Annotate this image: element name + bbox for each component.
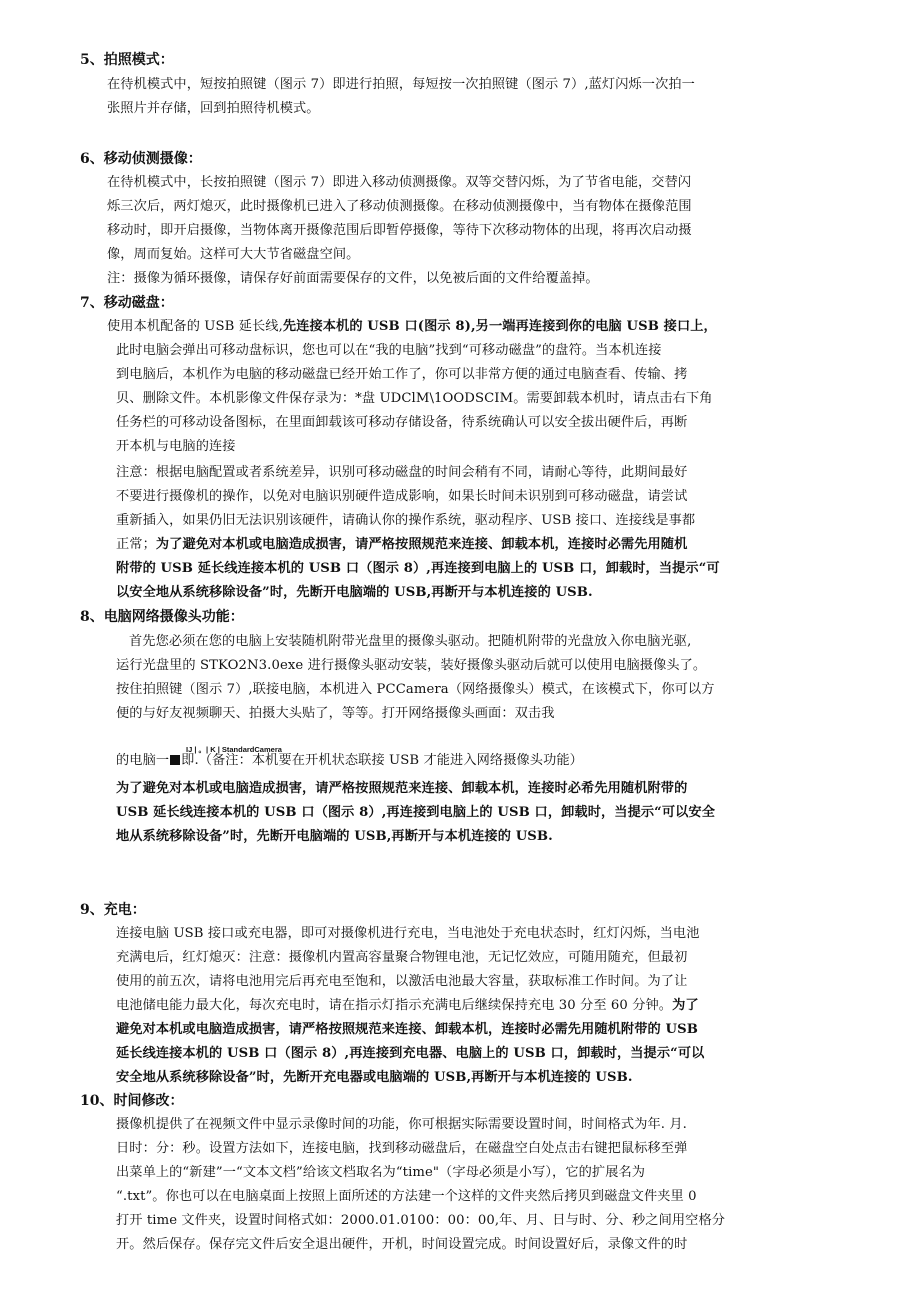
section-6-heading: 6、移动侦测摄像： [80,151,202,167]
section-5-heading: 5、拍照模式： [80,52,174,68]
s7-mixed-normal: 正常； [116,537,156,552]
standard-camera-label: IJ | 。| K | StandardCamera [186,745,282,754]
s9-line-3: 使用的前五次，请将电池用完后再充电至饱和，以激活电池最大容量，获取标准工作时间。为了让 [116,974,688,989]
s8-camera-pre: 的电脑一 [116,753,170,768]
s7-line-1 [107,315,717,339]
s8-warning-line-2: USB 延长线连接本机的 USB 口（图示 8）,再连接到电脑上的 USB 口，卸载时，当提示“可以安全 [116,805,715,820]
s7-mixed-bold: 为了避免对本机或电脑造成损害，请严格按照规范来连接、卸载本机，连接时必需先用随机 [155,537,688,552]
s6-line-1: 在待机模式中，长按拍照键（图示 7）即进入移动侦测摄像。双等交替闪烁，为了节省电能，交替闪 [107,175,692,190]
s9-line-1: 连接电脑 USB 接口或充电器，即可对摄像机进行充电，当电池处于充电状态时，红灯闪烁，当电池 [116,926,700,941]
s10-line-5: 打开 time 文件夹，设置时间格式如：2000.01.0100：00：00,年、月、日与时、分、秒之间用空格分 [116,1213,726,1228]
s10-line-4: “.txt”。你也可以在电脑桌面上按照上面所述的方法建一个这样的文件夹然后拷贝到磁盘文件夹里 0 [116,1189,697,1204]
s8-warning-line-3: 地从系统移除设备”时，先断开电脑端的 USB,再断开与本机连接的 USB. [116,829,553,844]
s8-camera-post: 即.（备注：本机要在开机状态联接 USB 才能进入网络摄像头功能） [181,753,583,768]
s6-line-4: 像，周而复始。这样可大大节省磁盘空间。 [107,247,360,262]
s5-line-2: 张照片并存储，回到拍照待机模式。 [107,101,320,116]
s7-line-1-bold: 先连接本机的 USB 口(图示 8),另一端再连接到你的电脑 USB 接口上， [282,319,717,334]
section-7-heading: 7、移动磁盘： [80,295,174,311]
s9-line-2: 充满电后，红灯熄灭：注意：摄像机内置高容量聚合物锂电池，无记忆效应，可随用随充，但最初 [116,950,688,965]
s6-line-2: 烁三次后，两灯熄灭，此时摄像机已进入了移动侦测摄像。在移动侦测摄像中，当有物体在摄像范围 [107,199,692,214]
s7-line-6: 开本机与电脑的连接 [116,439,236,454]
s7-note-line-4 [116,533,687,557]
s8-warning-line-1: 为了避免对本机或电脑造成损害，请严格按照规范来连接、卸载本机，连接时必希先用随机附带的 [116,781,688,796]
s7-line-2: 此时电脑会弹出可移动盘标识，您也可以在“我的电脑”找到“可移动磁盘”的盘符。当本机连接 [116,343,662,358]
s7-note-line-2: 不要进行摄像机的操作，以免对电脑识别硬件造成影响，如果长时间未识别到可移动磁盘，请尝试 [116,489,688,504]
s6-note: 注：摄像为循环摄像，请保存好前面需要保存的文件，以免被后面的文件给覆盖掉。 [107,271,599,286]
s9-warning-line-3: 安全地从系统移除设备”时，先断开充电器或电脑端的 USB,再断开与本机连接的 USB. [116,1070,633,1085]
s7-warning-line-2: 以安全地从系统移除设备”时，先断开电脑端的 USB,再断开与本机连接的 USB. [116,585,593,600]
s9-warning-line-2: 延长线连接本机的 USB 口（图示 8）,再连接到充电器、电脑上的 USB 口，卸载时，当提示“可以 [116,1046,705,1061]
s7-line-1-normal: 使用本机配备的 USB 延长线, [107,319,283,334]
s10-line-6: 开。然后保存。保存完文件后安全退出硬件，开机，时间设置完成。时间设置好后，录像文件的时 [116,1237,688,1252]
s7-note-line-1: 注意：根据电脑配置或者系统差异，识别可移动磁盘的时间会稍有不同，请耐心等待，此期间最好 [116,465,688,480]
s9-mixed-bold: 为了 [672,998,699,1013]
s10-line-1: 摄像机提供了在视频文件中显示录像时间的功能，你可根据实际需要设置时间，时间格式为年. 月. [116,1117,687,1132]
s10-line-3: 出菜单上的“新建”一“文本文档”给该文档取名为“time"（字母必须是小写），它的扩展名为 [116,1165,646,1180]
s8-line-1: 首先您必须在您的电脑上安装随机附带光盘里的摄像头驱动。把随机附带的光盘放入你电脑光驱, [129,634,692,649]
s7-line-5: 任务栏的可移动设备图标，在里面卸载该可移动存储设备，待系统确认可以安全拔出硬件后，再断 [116,415,688,430]
s8-camera-line [116,749,583,773]
s6-line-3: 移动时，即开启摄像，当物体离开摄像范围后即暂停摄像，等待下次移动物体的出现，将再次启动摄 [107,223,692,238]
s7-note-line-3: 重新插入，如果仍旧无法识别该硬件，请确认你的操作系统，驱动程序、USB 接口、连接线是事都 [116,513,696,528]
section-9-heading: 9、充电： [80,902,146,918]
s7-line-3: 到电脑后，本机作为电脑的移动磁盘已经开始工作了，你可以非常方便的通过电脑查看、传输、拷 [116,367,688,382]
s8-line-2: 运行光盘里的 STKO2N3.0exe 进行摄像头驱动安装，装好摄像头驱动后就可以使用电脑摄像头了。 [116,658,707,673]
s8-line-4: 便的与好友视频聊天、拍摄大头贴了，等等。打开网络摄像头画面：双击我 [116,706,555,721]
s9-warning-line-1: 避免对本机或电脑造成损害，请严格按照规范来连接、卸载本机，连接时必需先用随机附带的 USB [116,1022,698,1037]
camera-icon [170,755,180,765]
s8-line-3: 按住拍照键（图示 7）,联接电脑，本机进入 PCCamera（网络摄像头）模式，在该模式下，你可以方 [116,682,715,697]
s9-mixed-normal: 电池储电能力最大化，每次充电时，请在指示灯指示充满电后继续保持充电 30 分至 60 分钟。 [116,998,673,1013]
s10-line-2: 日时：分：秒。设置方法如下，连接电脑，找到移动磁盘后，在磁盘空白处点击右键把鼠标移至弹 [116,1141,688,1156]
s5-line-1: 在待机模式中，短按拍照键（图示 7）即进行拍照，每短按一次拍照键（图示 7）,蓝灯闪烁一次拍一 [107,77,695,92]
s7-warning-line-1: 附带的 USB 延长线连接本机的 USB 口（图示 8）,再连接到电脑上的 USB 口，卸载时，当提示“可 [116,561,720,576]
section-10-heading: 10、时间修改： [80,1093,184,1109]
s9-line-4 [116,994,699,1018]
section-8-heading: 8、电脑网络摄像头功能： [80,609,244,625]
s7-line-4: 贝、删除文件。本机影像文件保存录为：*盘 UDClM\1OODSCIM。需要卸载本机时，请点击右下角 [116,391,713,406]
